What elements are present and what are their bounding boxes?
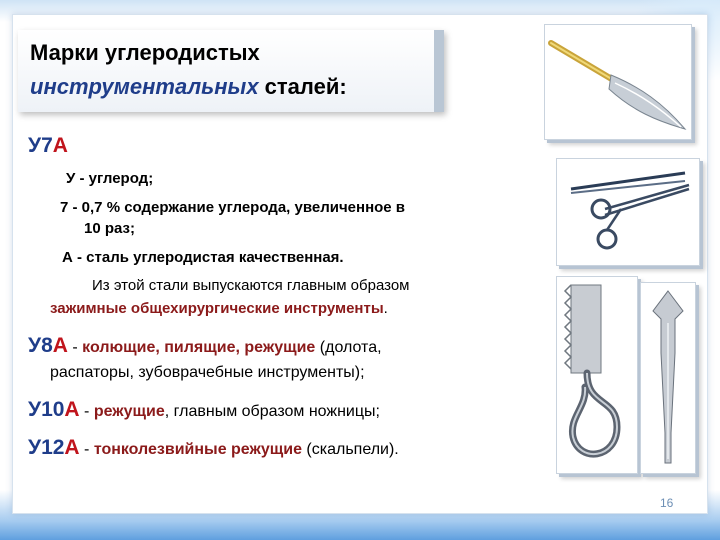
chisel-icon	[641, 283, 695, 473]
u7-definition-percent: 7 - 0,7 % содержание углерода, увеличенное в	[60, 199, 406, 216]
page-number: 16	[660, 496, 674, 510]
forceps-icon	[557, 159, 699, 265]
saw-photo	[556, 276, 638, 474]
u8-emphasis: колющие, пилящие, режущие	[82, 339, 316, 356]
page-title	[30, 36, 430, 104]
u8-rest: (долота,	[315, 339, 382, 356]
u7-definition-carbon: У - углерод;	[66, 170, 154, 187]
u7-grade-suffix: А	[52, 134, 68, 157]
scalpel-photo	[544, 24, 692, 140]
u12-row	[28, 436, 399, 460]
u7-description: Из этой стали выпускаются главным образом	[92, 277, 410, 294]
u7-grade	[28, 134, 68, 158]
u8-dash: -	[67, 339, 83, 356]
chisel-photo	[640, 282, 696, 474]
u7-instruments-emphasis: зажимные общехирургические инструменты	[50, 300, 384, 317]
u7-grade-prefix: У7	[28, 134, 53, 157]
u10-row	[28, 398, 380, 422]
u12-dash: -	[79, 441, 94, 458]
u8-grade-suffix: А	[52, 334, 68, 357]
u10-grade-suffix: А	[64, 398, 80, 421]
u10-dash: -	[79, 403, 94, 420]
u10-grade-prefix: У10	[28, 398, 65, 421]
u12-grade-suffix: А	[64, 436, 80, 459]
u8-row	[28, 334, 382, 358]
u10-rest: , главным образом ножницы;	[164, 403, 380, 420]
u12-rest: (скальпели).	[301, 441, 399, 458]
forceps-photo	[556, 158, 700, 266]
u7-description-end: .	[383, 300, 388, 317]
u8-rest-line-2: распаторы, зубоврачебные инструменты);	[50, 364, 365, 381]
u7-description-emphasis	[50, 300, 388, 317]
u10-emphasis: режущие	[93, 403, 165, 420]
title-line-2	[30, 70, 430, 104]
title-line-1: Марки углеродистых	[30, 40, 260, 65]
u12-grade-prefix: У12	[28, 436, 65, 459]
u7-definition-quality: А - сталь углеродистая качественная.	[62, 249, 344, 266]
u12-emphasis: тонколезвийные режущие	[93, 441, 302, 458]
bone-saw-icon	[557, 277, 637, 473]
title-rest: сталей:	[258, 74, 347, 99]
u8-grade-prefix: У8	[28, 334, 53, 357]
u7-definition-percent-cont: 10 раз;	[84, 220, 135, 237]
scalpel-icon	[545, 25, 691, 139]
title-emphasis: инструментальных	[30, 74, 259, 99]
